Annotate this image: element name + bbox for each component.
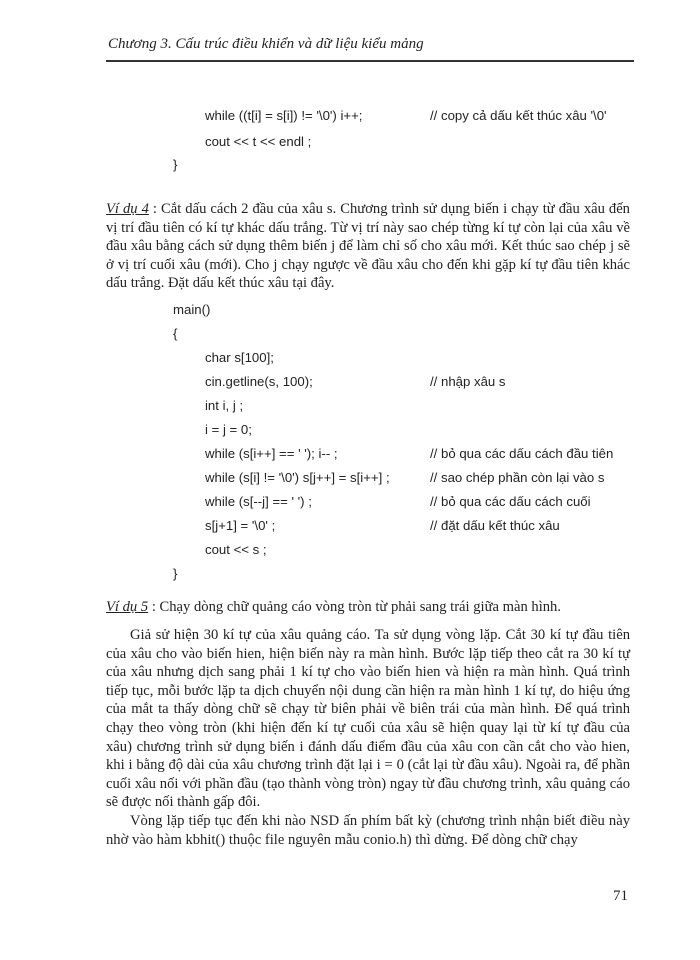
code-line: } xyxy=(173,157,178,172)
code-line: while (s[i++] == ' '); i-- ; xyxy=(205,446,338,461)
example-text: : Chạy dòng chữ quảng cáo vòng tròn từ phải sang trái giữa màn hình. xyxy=(148,599,561,615)
code-line: s[j+1] = '\0' ; xyxy=(205,518,276,533)
code-comment: // sao chép phần còn lại vào s xyxy=(430,470,605,485)
page-number: 71 xyxy=(613,888,628,904)
code-line: i = j = 0; xyxy=(205,422,252,437)
code-line: while (s[--j] == ' ') ; xyxy=(205,494,312,509)
code-line: cout << s ; xyxy=(205,542,267,557)
code-line: } xyxy=(173,566,178,581)
code-line: cin.getline(s, 100); xyxy=(205,374,313,389)
chapter-header: Chương 3. Cấu trúc điều khiển và dữ liệu kiểu mảng xyxy=(108,36,424,52)
code-line: while (s[i] != '\0') s[j++] = s[i++] ; xyxy=(205,470,390,485)
code-line: cout << t << endl ; xyxy=(205,134,312,149)
code-line: main() xyxy=(173,302,211,317)
code-comment: // đặt dấu kết thúc xâu xyxy=(430,518,560,533)
code-line: int i, j ; xyxy=(205,398,244,413)
code-comment: // nhập xâu s xyxy=(430,374,506,389)
code-comment: // bỏ qua các dấu cách cuối xyxy=(430,494,591,509)
example-5-paragraph xyxy=(106,598,630,617)
code-line: while ((t[i] = s[i]) != '\0') i++; xyxy=(205,108,363,123)
code-comment: // copy cả dấu kết thúc xâu '\0' xyxy=(430,108,607,123)
body-paragraph: Vòng lặp tiếp tục đến khi nào NSD ấn phím bất kỳ (chương trình nhận biết điều này nhờ vào hàm kbhit() thuộc file nguyên mẫu conio.h) thì dừng. Để dòng chữ chạy xyxy=(106,813,630,848)
code-comment: // bỏ qua các dấu cách đầu tiên xyxy=(430,446,614,461)
code-line: { xyxy=(173,326,178,341)
example-text: : Cắt dấu cách 2 đầu của xâu s. Chương trình sử dụng biến i chạy từ đầu xâu đến vị trí đầu tiên có kí tự khác dấu trắng. Từ vị trí này sao chép từng kí tự còn lại của xâu về đầu xâu bằng cách sử dụng thêm biến j để làm chỉ số cho xâu mới. Kết thúc sao chép j sẽ ở vị trí cuối xâu (mới). Cho j chạy ngược về đầu xâu cho đến khi gặp kí tự đầu tiên khác dấu trắng. Đặt dấu kết thúc xâu tại đây. xyxy=(106,201,630,292)
example-label: Ví dụ 5 xyxy=(106,599,149,615)
example-label: Ví dụ 4 xyxy=(106,201,149,217)
header-rule xyxy=(106,60,634,62)
body-paragraph: Giả sử hiện 30 kí tự của xâu quảng cáo. Ta sử dụng vòng lặp. Cắt 30 kí tự đầu tiên của xâu cho vào biến hien, hiện biến này ra màn hình. Bước lặp tiếp theo cắt ra 30 kí tự của xâu nhưng dịch sang phải 1 kí tự cho vào biến hien và hiện ra màn hình. Quá trình tiếp tục, mỗi bước lặp ta dịch chuyển nội dung cần hiện ra màn hình 1 kí tự, do hiệu ứng của mắt ta thấy dòng chữ sẽ chạy từ biên phải về biên trái của màn hình. Để quá trình chạy theo vòng tròn (khi hiện đến kí tự cuối của xâu sẽ hiện quay lại từ kí tự đầu của xâu) chương trình sử dụng biến i đánh dấu điểm đầu của xâu con cần cắt cho vào hien, khi i bằng độ dài của xâu chương trình đặt lại i = 0 (cắt lại từ đầu xâu). Ngoài ra, để phần cuối xâu nối với phần đầu (tạo thành vòng tròn) ngay từ đầu chương trình, xâu quảng cáo sẽ được nối thành gấp đôi. xyxy=(106,627,630,811)
example-4-paragraph xyxy=(106,200,630,293)
code-line: char s[100]; xyxy=(205,350,274,365)
